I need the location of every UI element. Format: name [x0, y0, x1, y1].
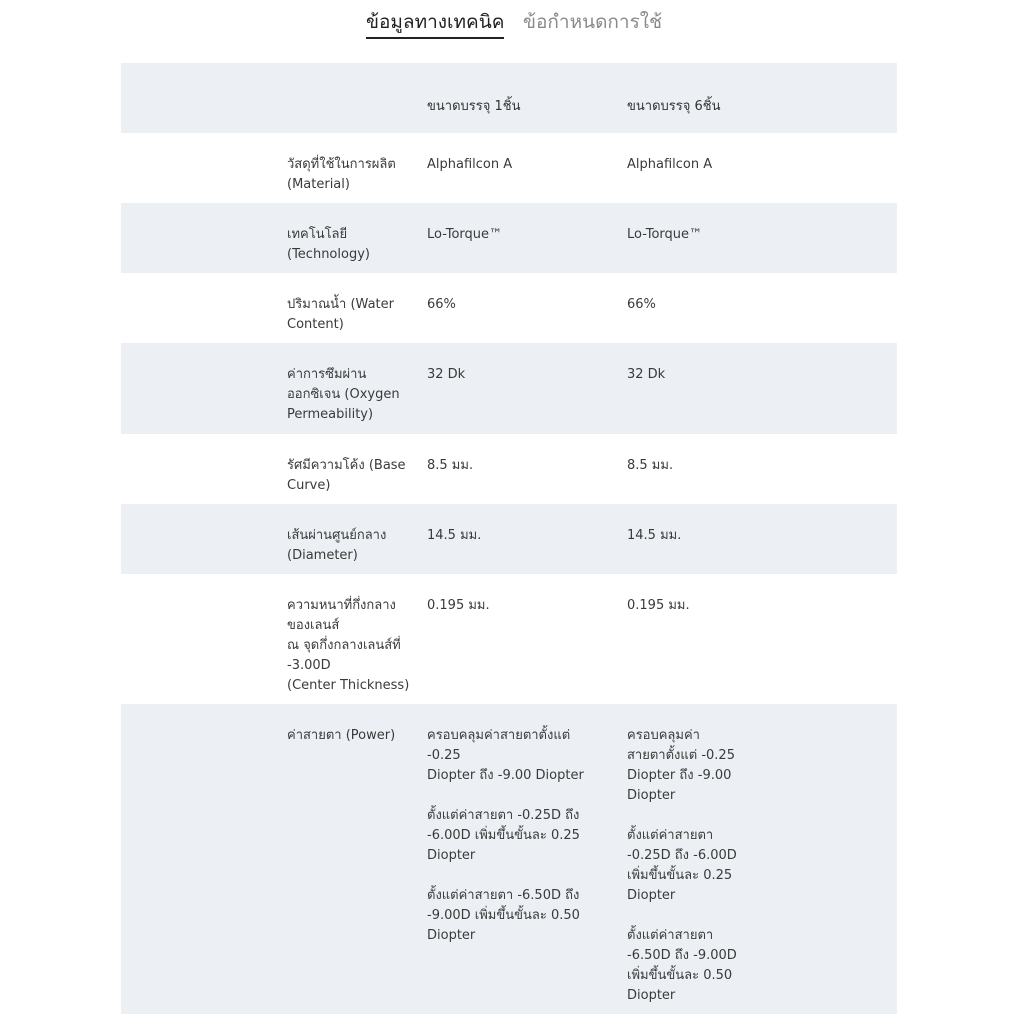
row-value-pack-1: 32 Dk: [427, 367, 466, 382]
table-row: [121, 434, 897, 504]
row-label: รัศมีความโค้ง (Base Curve): [287, 458, 406, 493]
row-value-pack-6: Alphafilcon A: [627, 157, 713, 172]
row-value-pack-6: ครอบคลุมค่า สายตาตั้งแต่ -0.25 Diopter ถึง -9.00 Diopter ตั้งแต่ค่าสายตา -0.25D ถึง -6.00D เพิ่มขึ้นขั้นละ 0.25 Diopter ตั้งแต่ค่าสายตา -6.50D ถึง -9.00D เพิ่มขึ้นขั้นละ 0.50 Diopter: [627, 728, 737, 1003]
row-label: เส้นผ่านศูนย์กลาง (Diameter): [287, 528, 387, 563]
tab-usage-terms[interactable]: ข้อกำหนดการใช้: [523, 11, 662, 33]
table-row: [121, 704, 897, 1014]
row-value-pack-6: 8.5 มม.: [627, 458, 674, 473]
row-label: เทคโนโลยี (Technology): [287, 227, 370, 262]
row-label: วัสดุที่ใช้ในการผลิต (Material): [287, 157, 396, 192]
table-row: [121, 273, 897, 343]
tab-technical-info[interactable]: ข้อมูลทางเทคนิค: [366, 8, 504, 39]
header-pack-6: ขนาดบรรจุ 6ชิ้น: [627, 99, 721, 114]
row-value-pack-1: Lo-Torque™: [427, 227, 502, 242]
tab-bar: [0, 0, 1024, 62]
row-value-pack-6: 66%: [627, 297, 656, 312]
row-value-pack-1: 14.5 มม.: [427, 528, 482, 543]
table-row: [121, 574, 897, 704]
row-value-pack-1: ครอบคลุมค่าสายตาตั้งแต่ -0.25 Diopter ถึง -9.00 Diopter ตั้งแต่ค่าสายตา -0.25D ถึง -6.00D เพิ่มขึ้นขั้นละ 0.25 Diopter ตั้งแต่ค่าสายตา -6.50D ถึง -9.00D เพิ่มขึ้นขั้นละ 0.50 Diopter: [427, 728, 584, 943]
row-value-pack-6: 0.195 มม.: [627, 598, 690, 613]
table-header-row: [121, 63, 897, 133]
row-value-pack-6: 32 Dk: [627, 367, 666, 382]
row-value-pack-6: Lo-Torque™: [627, 227, 702, 242]
table-row: [121, 504, 897, 574]
table-row: [121, 343, 897, 434]
row-value-pack-1: 8.5 มม.: [427, 458, 474, 473]
row-value-pack-1: 0.195 มม.: [427, 598, 490, 613]
row-label: ค่าสายตา (Power): [287, 728, 396, 743]
row-label: ค่าการซึมผ่าน ออกซิเจน (Oxygen Permeability): [287, 367, 400, 422]
row-label: ปริมาณน้ำ (Water Content): [287, 297, 394, 332]
row-value-pack-1: Alphafilcon A: [427, 157, 513, 172]
header-pack-1: ขนาดบรรจุ 1ชิ้น: [427, 99, 521, 114]
spec-table: [121, 63, 897, 1014]
table-row: [121, 133, 897, 203]
row-value-pack-1: 66%: [427, 297, 456, 312]
row-value-pack-6: 14.5 มม.: [627, 528, 682, 543]
table-row: [121, 203, 897, 273]
row-label: ความหนาที่กึ่งกลาง ของเลนส์ ณ จุดกึ่งกลางเลนส์ที่ -3.00D (Center Thickness): [287, 598, 410, 693]
